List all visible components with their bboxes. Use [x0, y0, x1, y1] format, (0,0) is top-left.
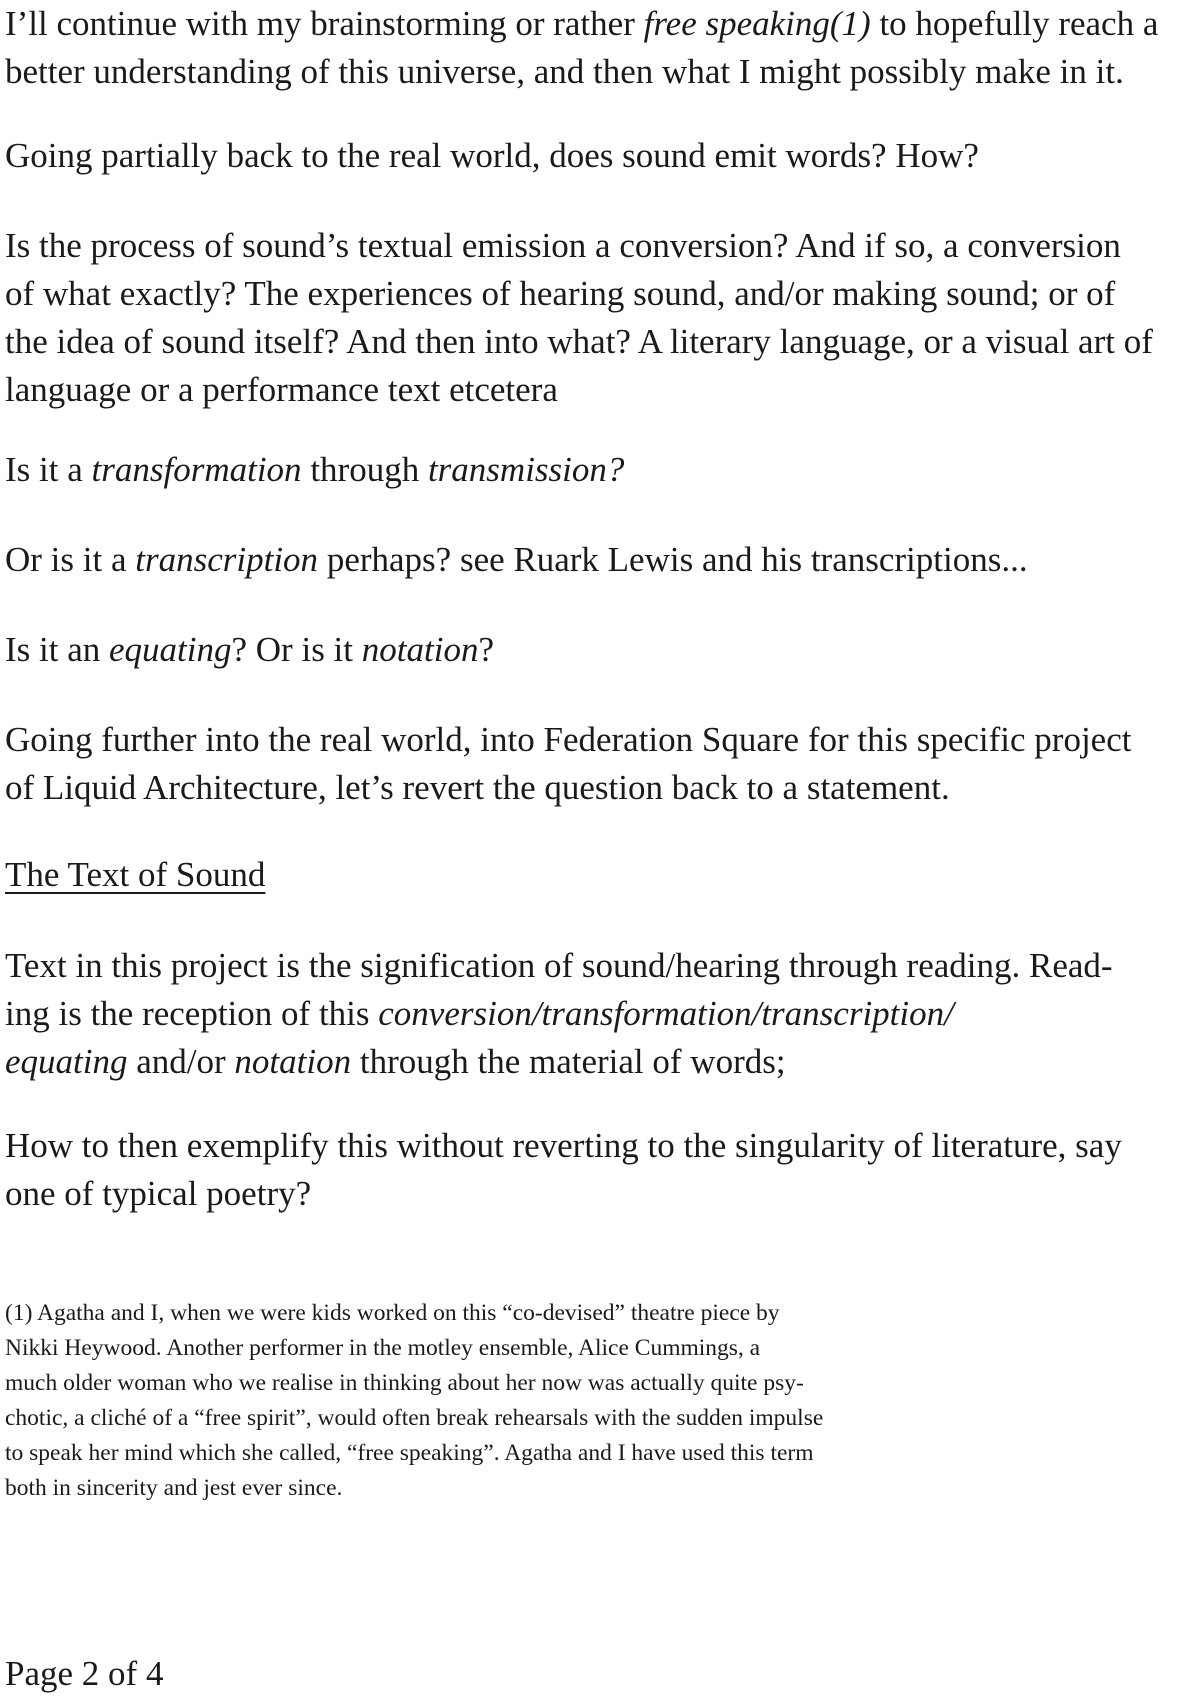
- emphasis-text: notation: [361, 630, 479, 669]
- text-line: [5, 446, 1190, 494]
- text-run: ?: [478, 630, 494, 669]
- emphasis-text: equating: [5, 1042, 128, 1081]
- text-line: of Liquid Architecture, let’s revert the question back to a statement.: [5, 768, 950, 807]
- paragraph-text-in-project: [5, 942, 1190, 1086]
- emphasis-text: conversion/transformation/transcription/: [378, 994, 954, 1033]
- text-line: Going partially back to the real world, does sound emit words? How?: [5, 136, 979, 175]
- text-line: [5, 0, 1190, 48]
- footnote-line: much older woman who we realise in thinking about her now was actually quite psy-: [5, 1370, 804, 1396]
- text-line: Is the process of sound’s textual emission a conversion? And if so, a conversion: [5, 226, 1121, 265]
- text-run: ing is the reception of this: [5, 994, 379, 1033]
- paragraph-real-world: [5, 132, 1190, 180]
- footnote: [5, 1296, 940, 1506]
- emphasis-text: equating: [109, 630, 232, 669]
- emphasis-text: free speaking(1): [643, 4, 871, 43]
- footnote-line: chotic, a cliché of a “free spirit”, would often break rehearsals with the sudden impulse: [5, 1405, 824, 1431]
- text-line: [5, 990, 1190, 1038]
- paragraph-federation-square: [5, 716, 1190, 812]
- text-line: Text in this project is the signification of sound/hearing through reading. Read-: [5, 946, 1113, 985]
- text-line: Going further into the real world, into Federation Square for this specific project: [5, 720, 1132, 759]
- paragraph-conversion: [5, 222, 1190, 414]
- text-run: ? Or is it: [231, 630, 362, 669]
- text-line: How to then exemplify this without reverting to the singularity of literature, say: [5, 1126, 1122, 1165]
- page-number: Page 2 of 4: [5, 1654, 164, 1693]
- emphasis-text: transformation: [91, 450, 302, 489]
- paragraph-transformation: [5, 446, 1190, 494]
- text-run: perhaps? see Ruark Lewis and his transcriptions...: [318, 540, 1028, 579]
- text-line: [5, 626, 1190, 674]
- text-line: the idea of sound itself? And then into what? A literary language, or a visual art of: [5, 322, 1153, 361]
- paragraph-transcription: [5, 536, 1190, 584]
- footnote-line: both in sincerity and jest ever since.: [5, 1475, 343, 1501]
- text-line: [5, 1038, 1190, 1086]
- text-line: of what exactly? The experiences of hearing sound, and/or making sound; or of: [5, 274, 1116, 313]
- emphasis-text: notation: [234, 1042, 352, 1081]
- text-run: Is it an: [5, 630, 110, 669]
- text-run: Is it a: [5, 450, 92, 489]
- text-line: [5, 536, 1190, 584]
- text-run: Or is it a: [5, 540, 136, 579]
- text-line: one of typical poetry?: [5, 1174, 312, 1213]
- paragraph-exemplify: [5, 1122, 1190, 1218]
- document-page: [5, 0, 1195, 1705]
- paragraph-equating: [5, 626, 1190, 674]
- text-run: to hopefully reach a: [870, 4, 1159, 43]
- emphasis-text: transmission?: [427, 450, 625, 489]
- footnote-line: Nikki Heywood. Another performer in the motley ensemble, Alice Cummings, a: [5, 1335, 761, 1361]
- footnote-line: to speak her mind which she called, “free speaking”. Agatha and I have used this term: [5, 1440, 814, 1466]
- text-run: I’ll continue with my brainstorming or rather: [5, 4, 644, 43]
- text-run: through: [301, 450, 428, 489]
- footnote-line: (1) Agatha and I, when we were kids worked on this “co-devised” theatre piece by: [5, 1300, 780, 1326]
- section-heading: The Text of Sound: [5, 855, 266, 894]
- text-run: and/or: [127, 1042, 235, 1081]
- text-run: through the material of words;: [351, 1042, 786, 1081]
- text-line: better understanding of this universe, and then what I might possibly make in it.: [5, 52, 1124, 91]
- text-line: language or a performance text etcetera: [5, 370, 558, 409]
- emphasis-text: transcription: [135, 540, 319, 579]
- paragraph-intro: [5, 0, 1190, 96]
